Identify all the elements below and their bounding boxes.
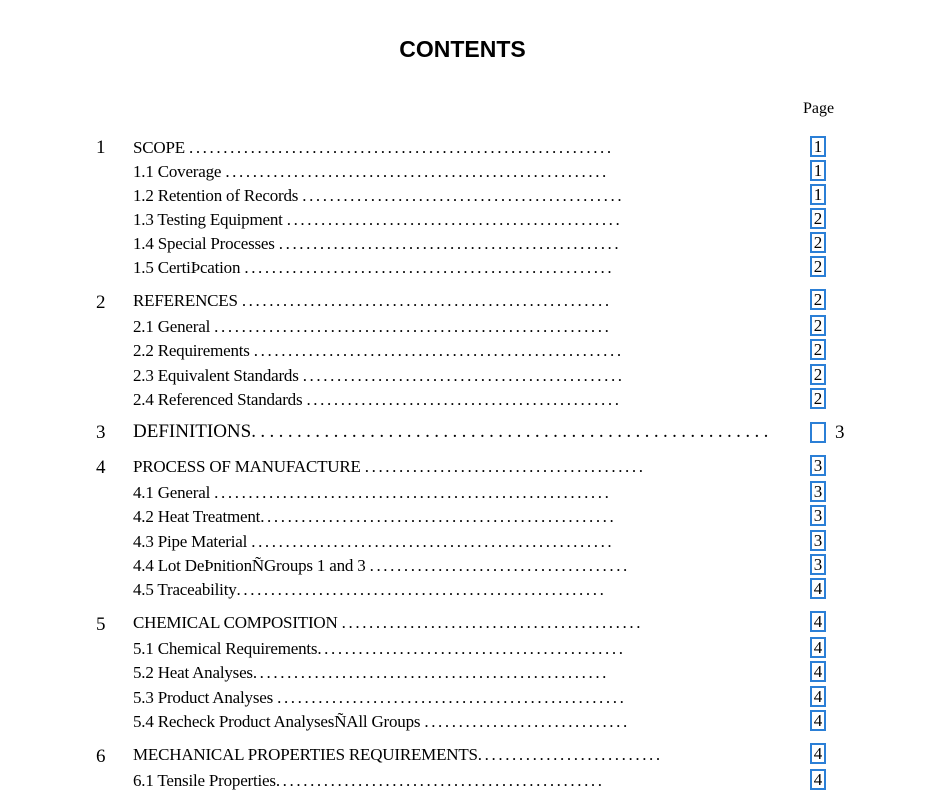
toc-entry[interactable]: 1.2 Retention of Records ............................................... [133, 186, 625, 205]
toc-entry-label: 5.2 Heat Analyses [133, 663, 253, 682]
page-number-link[interactable]: 4 [810, 686, 826, 707]
page-number-link[interactable]: 4 [810, 661, 826, 682]
page-number-link[interactable]: 4 [810, 710, 826, 731]
toc-entry[interactable]: 5.2 Heat Analyses.................................................... [133, 663, 610, 682]
page-number-link[interactable]: 2 [810, 339, 826, 360]
toc-entry-label: 2.1 General [133, 317, 211, 336]
toc-entry-label: 4.5 Traceability [133, 580, 237, 599]
toc-entry-label: 4.3 Pipe Material [133, 532, 248, 551]
section-number: 5 [96, 614, 106, 635]
page-number-link[interactable]: 4 [810, 769, 826, 790]
section-number: 6 [96, 746, 106, 767]
page-number-link[interactable]: 4 [810, 743, 826, 764]
page-number-link[interactable]: 2 [810, 232, 826, 253]
toc-entry-label: 4.2 Heat Treatment [133, 507, 261, 526]
toc-entry[interactable]: 1.5 CertiÞcation ...................................................... [133, 258, 615, 277]
page-number-link[interactable]: 2 [810, 364, 826, 385]
toc-entry[interactable]: PROCESS OF MANUFACTURE ......................................... [133, 457, 646, 476]
toc-entry[interactable]: CHEMICAL COMPOSITION ............................................ [133, 613, 644, 632]
toc-entry[interactable]: 5.3 Product Analyses ................................................... [133, 688, 627, 707]
page-column-header: Page [803, 100, 835, 117]
page-number-link[interactable]: 2 [810, 388, 826, 409]
toc-entry-label: REFERENCES [133, 291, 238, 310]
toc-entry[interactable]: 2.1 General .......................................................... [133, 317, 612, 336]
toc-entry[interactable]: REFERENCES ...................................................... [133, 291, 612, 310]
toc-entry[interactable]: 1.1 Coverage ........................................................ [133, 162, 609, 181]
section-number: 2 [96, 292, 106, 313]
page-number-link[interactable]: 2 [810, 256, 826, 277]
toc-entry[interactable]: MECHANICAL PROPERTIES REQUIREMENTS........................... [133, 745, 663, 764]
page-number-link[interactable]: 3 [810, 505, 826, 526]
toc-entry[interactable]: 2.4 Referenced Standards .............................................. [133, 390, 622, 409]
toc-entry-label: 2.3 Equivalent Standards [133, 366, 299, 385]
page-number-link[interactable]: 1 [810, 160, 826, 181]
toc-entry-label: 1.2 Retention of Records [133, 186, 299, 205]
page-number-link[interactable]: 2 [810, 208, 826, 229]
toc-entry-label: 4.4 Lot DeÞnitionÑGroups 1 and 3 [133, 556, 366, 575]
toc-entry-label: SCOPE [133, 138, 185, 157]
toc-entry[interactable]: 4.5 Traceability...................................................... [133, 580, 607, 599]
toc-entry-label: PROCESS OF MANUFACTURE [133, 457, 361, 476]
section-number: 4 [96, 457, 106, 478]
page-number: 3 [835, 422, 845, 443]
toc-entry-label: 2.2 Requirements [133, 341, 250, 360]
page-number-link-box[interactable] [810, 422, 826, 443]
toc-entry-label: DEFINITIONS [133, 421, 252, 442]
page-number-link[interactable]: 4 [810, 637, 826, 658]
toc-entry[interactable]: 5.1 Chemical Requirements............................................. [133, 639, 626, 658]
toc-entry[interactable]: DEFINITIONS......................................................... [133, 421, 773, 442]
page-number-link[interactable]: 3 [810, 455, 826, 476]
toc-entry[interactable]: 4.1 General .......................................................... [133, 483, 612, 502]
toc-entry-label: 5.1 Chemical Requirements [133, 639, 318, 658]
toc-entry-label: 5.3 Product Analyses [133, 688, 274, 707]
page-number-link[interactable]: 2 [810, 315, 826, 336]
toc-entry[interactable]: SCOPE .............................................................. [133, 138, 614, 157]
page-number-link[interactable]: 3 [810, 554, 826, 575]
toc-entry[interactable]: 5.4 Recheck Product AnalysesÑAll Groups .............................. [133, 712, 630, 731]
toc-entry[interactable]: 2.2 Requirements ...................................................... [133, 341, 624, 360]
page-number-link[interactable]: 3 [810, 530, 826, 551]
toc-entry[interactable]: 4.3 Pipe Material ..................................................... [133, 532, 615, 551]
toc-entry-label: 5.4 Recheck Product AnalysesÑAll Groups [133, 712, 421, 731]
page-number-link[interactable]: 4 [810, 611, 826, 632]
page-number-link[interactable]: 2 [810, 289, 826, 310]
toc-entry-label: 1.5 CertiÞcation [133, 258, 241, 277]
section-number: 1 [96, 137, 106, 158]
toc-entry[interactable]: 1.4 Special Processes .................................................. [133, 234, 622, 253]
section-number: 3 [96, 422, 106, 443]
toc-entry[interactable]: 6.1 Tensile Properties................................................ [133, 771, 605, 790]
toc-entry[interactable]: 1.3 Testing Equipment ................................................. [133, 210, 623, 229]
toc-entry-label: 1.1 Coverage [133, 162, 222, 181]
toc-entry-label: 4.1 General [133, 483, 211, 502]
toc-entry-label: 1.4 Special Processes [133, 234, 275, 253]
toc-entry-label: MECHANICAL PROPERTIES REQUIREMENTS [133, 745, 478, 764]
toc-entry[interactable]: 4.2 Heat Treatment.................................................... [133, 507, 617, 526]
page-number-link[interactable]: 1 [810, 136, 826, 157]
toc-entry-label: 6.1 Tensile Properties [133, 771, 276, 790]
toc-entry-label: 2.4 Referenced Standards [133, 390, 303, 409]
page-title: CONTENTS [399, 36, 526, 62]
toc-entry-label: 1.3 Testing Equipment [133, 210, 283, 229]
toc-entry[interactable]: 2.3 Equivalent Standards ............................................... [133, 366, 625, 385]
page-number-link[interactable]: 1 [810, 184, 826, 205]
toc-entry-label: CHEMICAL COMPOSITION [133, 613, 338, 632]
toc-entry[interactable]: 4.4 Lot DeÞnitionÑGroups 1 and 3 ...................................... [133, 556, 630, 575]
page-number-link[interactable]: 3 [810, 481, 826, 502]
page-number-link[interactable]: 4 [810, 578, 826, 599]
